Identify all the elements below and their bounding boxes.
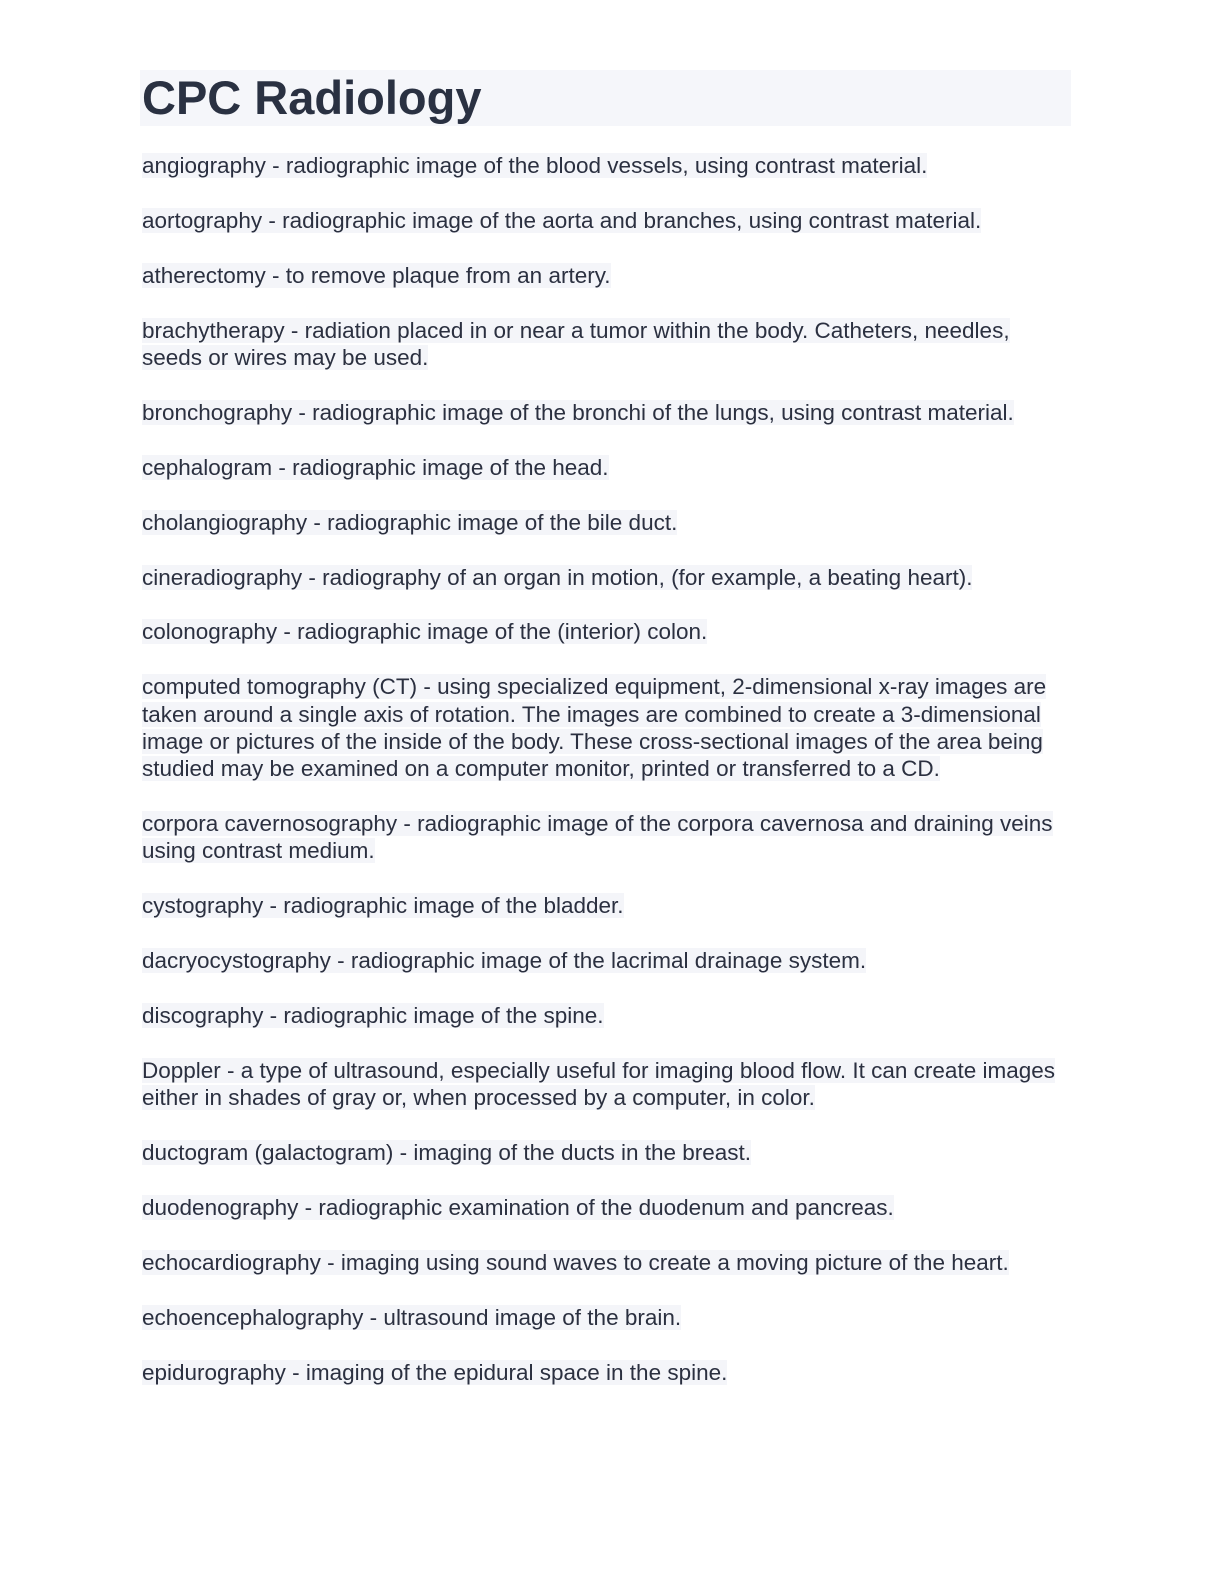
entry (142, 1359, 1074, 1386)
entry-text: cineradiography - radiography of an organ in motion, (for example, a beating heart). (142, 564, 973, 590)
entry (142, 947, 1074, 974)
entry-text: dacryocystography - radiographic image of the lacrimal drainage system. (142, 948, 867, 974)
entry-text: Doppler - a type of ultrasound, especially useful for imaging blood flow. It can create images either in shades of gray or, when processed by a computer, in color. (142, 1057, 1055, 1111)
entry-text: cholangiography - radiographic image of the bile duct. (142, 509, 678, 535)
entry (142, 810, 1074, 865)
entry-text: aortography - radiographic image of the aorta and branches, using contrast material. (142, 207, 982, 233)
entry (142, 1002, 1074, 1029)
entry-list (142, 152, 1074, 1386)
entry-text: duodenography - radiographic examination of the duodenum and pancreas. (142, 1195, 894, 1221)
entry-text: angiography - radiographic image of the blood vessels, using contrast material. (142, 153, 928, 178)
entry-text: discography - radiographic image of the spine. (142, 1003, 604, 1029)
title-bar (140, 70, 1071, 126)
entry (142, 1057, 1074, 1112)
entry-text: bronchography - radiographic image of the bronchi of the lungs, using contrast material. (142, 399, 1014, 425)
page-title: CPC Radiology (142, 71, 482, 124)
entry (142, 673, 1074, 782)
entry (142, 1249, 1074, 1276)
entry-text: epidurography - imaging of the epidural space in the spine. (142, 1359, 728, 1385)
entry-text: corpora cavernosography - radiographic image of the corpora cavernosa and draining veins using contrast medium. (142, 811, 1053, 864)
entry (142, 509, 1074, 536)
entry-text: brachytherapy - radiation placed in or near a tumor within the body. Catheters, needles, seeds or wires may be used. (142, 317, 1010, 370)
entry-text: cephalogram - radiographic image of the head. (142, 454, 609, 480)
entry (142, 564, 1074, 591)
entry (142, 152, 1074, 179)
entry (142, 399, 1074, 426)
entry (142, 454, 1074, 481)
entry (142, 317, 1074, 372)
entry (142, 1194, 1074, 1221)
entry-text: echoencephalography - ultrasound image of the brain. (142, 1304, 682, 1330)
entry (142, 618, 1074, 645)
entry (142, 892, 1074, 919)
entry-text: ductogram (galactogram) - imaging of the ducts in the breast. (142, 1140, 752, 1166)
entry-text: echocardiography - imaging using sound waves to create a moving picture of the heart. (142, 1249, 1009, 1275)
entry (142, 207, 1074, 234)
entry-text: cystography - radiographic image of the bladder. (142, 893, 624, 919)
entry-text: atherectomy - to remove plaque from an artery. (142, 262, 611, 288)
entry (142, 262, 1074, 289)
entry (142, 1304, 1074, 1331)
entry-text: colonography - radiographic image of the (interior) colon. (142, 619, 708, 645)
document-page (142, 70, 1074, 1414)
entry (142, 1139, 1074, 1166)
entry-text: computed tomography (CT) - using specialized equipment, 2-dimensional x-ray images are taken around a single axis of rotation. The images are combined to create a 3-dimensional image or pictures of the inside of the body. These cross-sectional images of the area being studied may be examined on a computer monitor, printed or transferred to a CD. (142, 674, 1047, 782)
